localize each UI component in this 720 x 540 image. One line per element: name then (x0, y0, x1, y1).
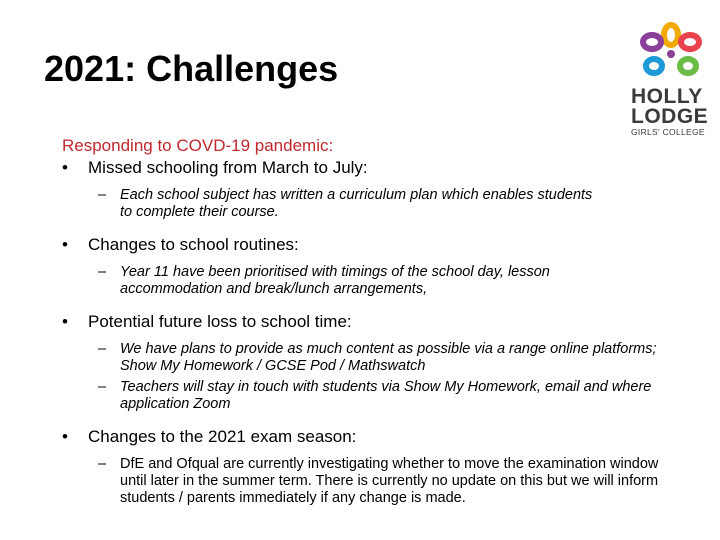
dash-icon: – (98, 379, 107, 395)
sub-bullet-text: DfE and Ofqual are currently investigating whether to move the examination window until later in the summer term. There is currently no update on this but we will inform students / parents immediately if any change is made. (120, 456, 659, 506)
sub-bullet-text: Teachers will stay in touch with students via Show My Homework, email and where application Zoom (120, 379, 652, 412)
sub-bullet-text: Each school subject has written a curriculum plan which enables students to complete their course. (120, 187, 593, 220)
logo-subtitle: GIRLS' COLLEGE (631, 127, 705, 137)
bullet-item (62, 157, 702, 179)
sub-bullet-text: Year 11 have been prioritised with timings of the school day, lesson accommodation and break/lunch arrangements, (120, 264, 550, 297)
dash-icon: – (98, 456, 107, 472)
bullet-icon: • (62, 235, 68, 254)
bullet-text: Potential future loss to school time: (88, 312, 352, 331)
dash-icon: – (98, 187, 107, 203)
logo-word-holly: HOLLY (631, 85, 703, 108)
school-logo (628, 22, 714, 142)
bullet-icon: • (62, 158, 68, 177)
bullet-text: Missed schooling from March to July: (88, 158, 368, 177)
bullet-text: Changes to the 2021 exam season: (88, 427, 357, 446)
bullet-icon: • (62, 427, 68, 446)
bullet-text: Changes to school routines: (88, 235, 299, 254)
logo-word-lodge: LODGE (631, 105, 709, 128)
bullet-item (62, 234, 702, 256)
bullet-icon: • (62, 312, 68, 331)
sub-bullet-item (98, 341, 702, 375)
sub-bullet-item (98, 187, 702, 221)
flower-logo-icon (638, 22, 704, 84)
bullet-item (62, 311, 702, 333)
intro-heading: Responding to COVD-19 pandemic: (62, 136, 334, 155)
dash-icon: – (98, 341, 107, 357)
slide-title: 2021: Challenges (44, 48, 339, 89)
sub-bullet-item (98, 456, 702, 507)
sub-bullet-item (98, 264, 702, 298)
sub-bullet-item (98, 379, 702, 413)
slide-body (62, 135, 702, 507)
bullet-item (62, 426, 702, 448)
sub-bullet-text: We have plans to provide as much content as possible via a range online platforms; Show My Homework / GCSE Pod / Mathswatch (120, 341, 657, 374)
dash-icon: – (98, 264, 107, 280)
